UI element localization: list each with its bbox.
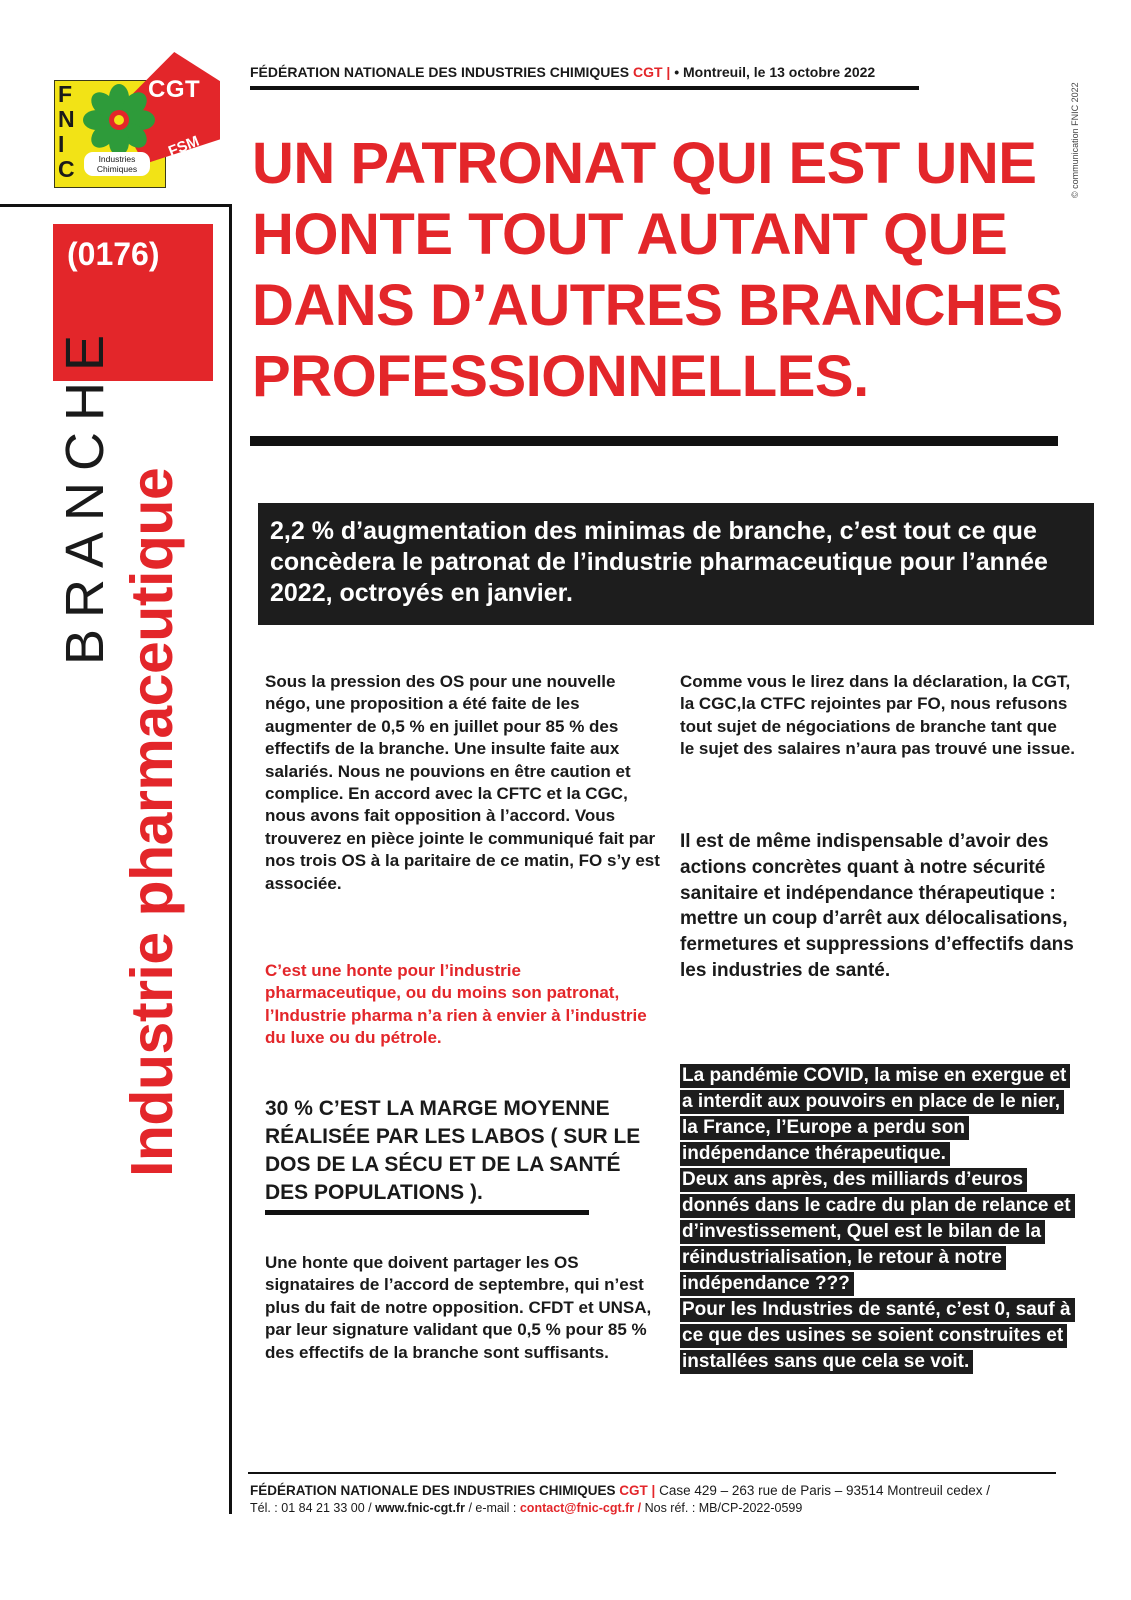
document-code: (0176) xyxy=(67,236,160,272)
page-title: UN PATRONAT QUI EST UNE HONTE TOUT AUTANT QUE DANS D’AUTRES BRANCHES PROFESSIONNELLES. xyxy=(252,131,1063,409)
header-location-date: • Montreuil, le 13 octobre 2022 xyxy=(674,64,876,80)
footer-line-2 xyxy=(250,1501,802,1515)
vertical-branch-title xyxy=(40,323,190,1185)
footer-email-link[interactable]: contact@fnic-cgt.fr xyxy=(519,1501,635,1515)
footer-website-link[interactable]: www.fnic-cgt.fr xyxy=(375,1501,465,1515)
rail-top-divider xyxy=(0,204,231,207)
footer-tel: Tél. : 01 84 21 33 00 xyxy=(250,1501,365,1515)
footer-separator: | xyxy=(651,1483,656,1498)
footer-cgt: CGT xyxy=(619,1483,648,1498)
callout-underline xyxy=(265,1210,589,1215)
right-highlight-3: Pour les Industries de santé, c’est 0, sauf à ce que des usines se soient construites et installées sans que cela se voit. xyxy=(680,1298,1075,1374)
right-paragraph-2: Il est de même indispensable d’avoir des actions concrètes quant à notre sécurité sanitaire et indépendance thérapeutique : mettre un coup d’arrêt aux délocalisations, fermetures et suppressions d’effectifs dans les industries de santé. xyxy=(680,831,1074,981)
header-line xyxy=(250,64,920,80)
right-highlight-2: Deux ans après, des milliards d’euros donnés dans le cadre du plan de relance et d’investissement, Quel est le bilan de la réindustrialisation, le retour à notre indépendance ??? xyxy=(680,1168,1075,1296)
logo-cgt-text: CGT xyxy=(148,76,201,103)
footer-address: Case 429 – 263 rue de Paris – 93514 Montreuil cedex / xyxy=(659,1483,991,1498)
copyright-credit: © communication FNIC 2022 xyxy=(1070,82,1080,198)
footer-slash-1: / xyxy=(368,1501,372,1515)
footer-slash-2: / xyxy=(637,1501,642,1515)
header-federation: FÉDÉRATION NATIONALE DES INDUSTRIES CHIMIQUES xyxy=(250,64,630,80)
footer-line-1 xyxy=(250,1483,990,1498)
rail-vertical-divider xyxy=(229,204,232,1514)
fnic-cgt-logo xyxy=(52,52,222,192)
logo-fnic-letters: F N I C xyxy=(58,81,75,182)
footer-email-label: / e-mail : xyxy=(468,1501,517,1515)
right-highlight-1: La pandémie COVID, la mise en exergue et a interdit aux pouvoirs en place de le nier, la France, l’Europe a perdu son indépendance thérapeutique. xyxy=(680,1064,1070,1166)
header-cgt: CGT xyxy=(632,64,663,80)
header-rule xyxy=(250,86,919,90)
left-paragraph-1: Sous la pression des OS pour une nouvelle négo, une proposition a été faite de les augmenter de 0,5 % en juillet pour 85 % des effectifs de la branche. Une insulte faite aux salariés. Nous ne pouvions en être caution et complice. En accord avec la CFTC et la CGC, nous avons fait opposition à l’accord. Vous trouverez en pièce jointe le communiqué fait par nos trois OS à la paritaire de ce matin, FO s’y est associée. xyxy=(265,672,660,893)
title-rule xyxy=(250,436,1058,446)
header-separator: | xyxy=(666,64,671,80)
logo-industries-text: Industries Chimiques xyxy=(84,152,150,176)
left-paragraph-highlight: C’est une honte pour l’industrie pharmaceutique, ou du moins son patronat, l’Industrie pharma n’a rien à envier à l’industrie du luxe ou du pétrole. xyxy=(265,961,647,1048)
right-highlight-block xyxy=(680,1063,1075,1375)
right-paragraph-1: Comme vous le lirez dans la déclaration, la CGT, la CGC,la CTFC rejointes par FO, nous refusons tout sujet de négociations de branche tant que le sujet des salaires n’aura pas trouvé une issue. xyxy=(680,672,1075,759)
left-paragraph-4: Une honte que doivent partager les OS signataires de l’accord de septembre, qui n’est plus du fait de notre opposition. CFDT et UNSA, par leur signature validant que 0,5 % pour 85 % des effectifs de la branche sont suffisants. xyxy=(265,1253,652,1362)
sector-label: Industrie pharmaceutique xyxy=(119,467,185,1177)
footer-rule xyxy=(248,1472,1056,1474)
branche-label: BRANCHE xyxy=(55,323,115,665)
lead-banner: 2,2 % d’augmentation des minimas de branche, c’est tout ce que concèdera le patronat de l’industrie pharmaceutique pour l’année 2022, octroyés en janvier. xyxy=(258,503,1094,625)
footer-reference: Nos réf. : MB/CP-2022-0599 xyxy=(644,1501,803,1515)
left-callout: 30 % C’EST LA MARGE MOYENNE RÉALISÉE PAR LES LABOS ( SUR LE DOS DE LA SÉCU ET DE LA SANTÉ DES POPULATIONS ). xyxy=(265,1097,641,1204)
logo-fsm-text: FSM xyxy=(165,132,202,161)
footer-federation: FÉDÉRATION NATIONALE DES INDUSTRIES CHIMIQUES xyxy=(250,1483,616,1498)
